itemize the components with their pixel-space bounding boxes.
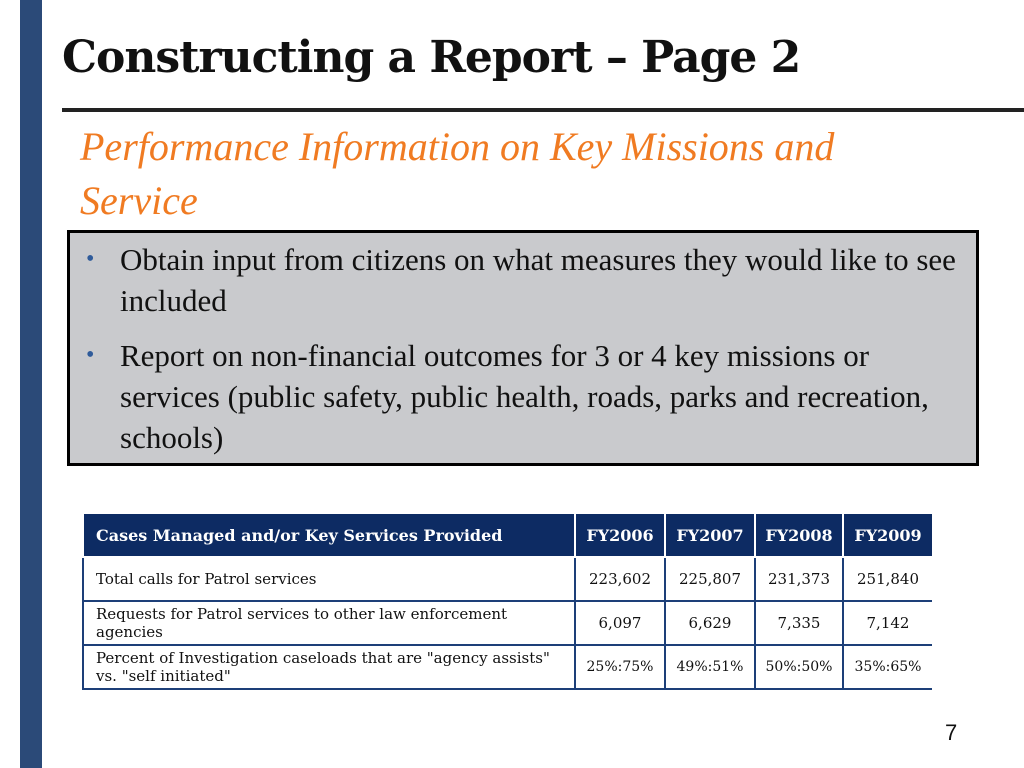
title-divider: [62, 108, 1024, 112]
bullet-item: [84, 335, 964, 458]
table-cell: 7,142: [843, 601, 932, 645]
page-number: 7: [945, 720, 958, 745]
table-cell: 49%:51%: [665, 645, 755, 689]
slide-subtitle: Performance Information on Key Missions and Service: [80, 124, 835, 223]
header-cell: FY2008: [755, 513, 843, 557]
table-cell: Percent of Investigation caseloads that are "agency assists" vs. "self initiated": [83, 645, 575, 689]
header-cell: FY2007: [665, 513, 755, 557]
bullet-text: Report on non-financial outcomes for 3 or 4 key missions or services (public safety, public health, roads, parks and recreation, schools): [120, 338, 929, 455]
slide-title: Constructing a Report – Page 2: [62, 32, 801, 83]
table-cell: 50%:50%: [755, 645, 843, 689]
table-cell: 225,807: [665, 557, 755, 601]
table-cell: 35%:65%: [843, 645, 932, 689]
table-cell: 231,373: [755, 557, 843, 601]
table-cell: 7,335: [755, 601, 843, 645]
header-cell: Cases Managed and/or Key Services Provided: [83, 513, 575, 557]
header-cell: FY2009: [843, 513, 932, 557]
table-cell: 223,602: [575, 557, 665, 601]
bullet-text: Obtain input from citizens on what measures they would like to see included: [120, 242, 956, 318]
bullet-box: [67, 230, 979, 466]
table-cell: 25%:75%: [575, 645, 665, 689]
table-cell: 6,097: [575, 601, 665, 645]
table-row: [83, 557, 932, 601]
header-cell: FY2006: [575, 513, 665, 557]
bullet-list: [84, 239, 964, 472]
table-cell: 6,629: [665, 601, 755, 645]
table-row: [83, 601, 932, 645]
bullet-item: [84, 239, 964, 321]
table-cell: Total calls for Patrol services: [83, 557, 575, 601]
table-cell: Requests for Patrol services to other law enforcement agencies: [83, 601, 575, 645]
table-cell: 251,840: [843, 557, 932, 601]
left-accent-bar: [20, 0, 42, 768]
bullet-dot-icon: •: [86, 342, 95, 368]
table-row: [83, 645, 932, 689]
services-table: [82, 512, 932, 690]
services-table-container: [82, 512, 932, 694]
bullet-dot-icon: •: [86, 246, 95, 272]
table-header-row: [83, 513, 932, 557]
